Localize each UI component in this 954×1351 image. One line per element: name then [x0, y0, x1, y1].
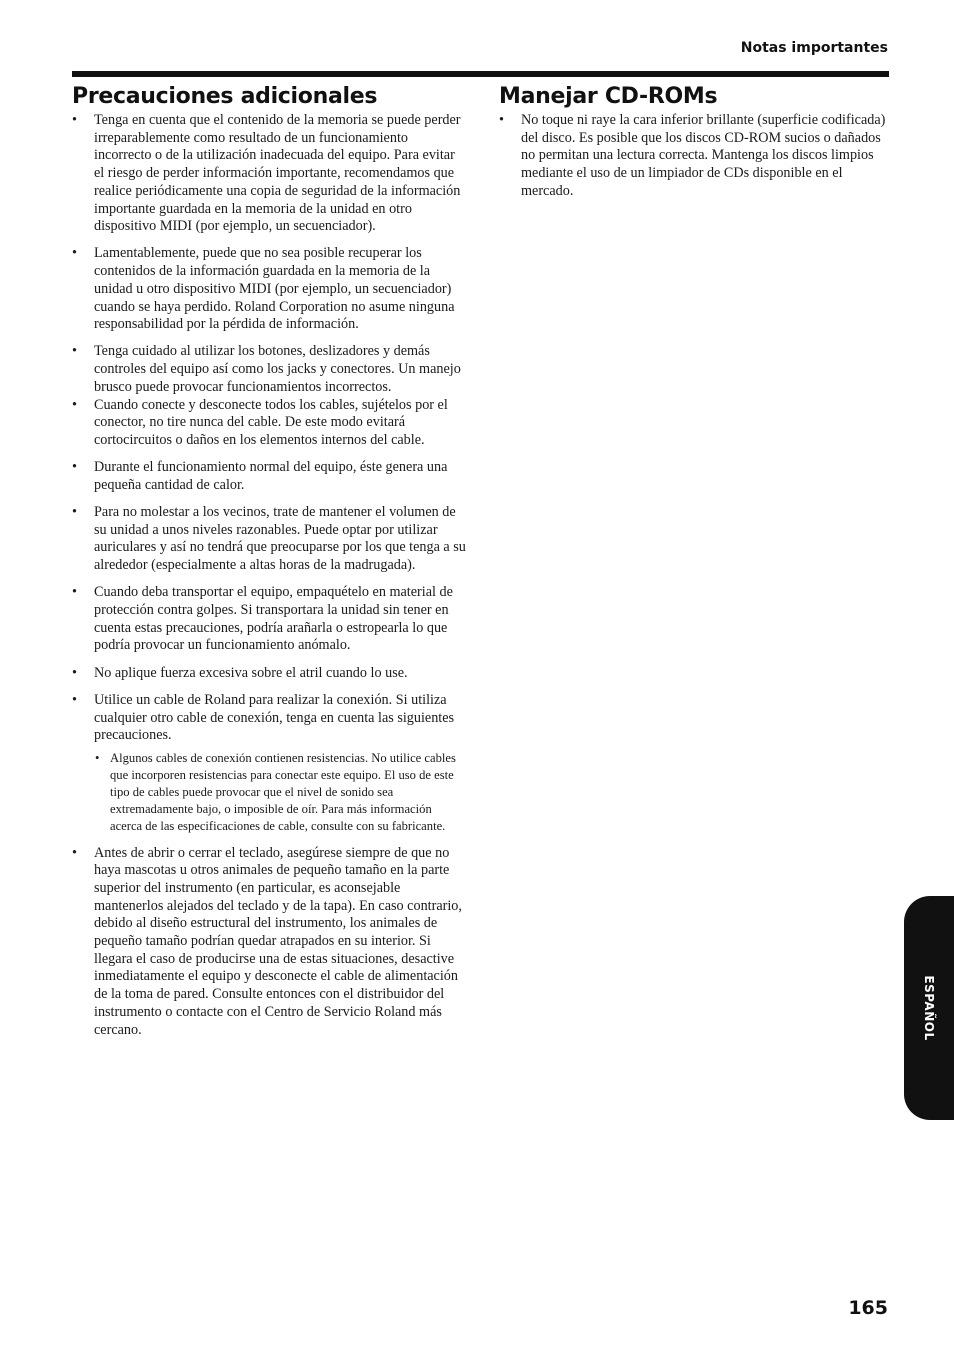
language-tab-label: ESPAÑOL [922, 975, 936, 1041]
list-item [72, 692, 466, 835]
running-header: Notas importantes [740, 40, 888, 56]
page-number: 165 [848, 1297, 888, 1319]
sub-list [94, 750, 466, 835]
precautions-list [72, 112, 466, 1039]
left-column [72, 84, 466, 1049]
cdrom-list [499, 112, 891, 201]
list-item: • Lamentablemente, puede que no sea posible recuperar los contenidos de la información guardada en la memoria de la unidad u otro dispositivo MIDI (por ejemplo, un secuenciador) cuando se haya perdido. Roland Corporation no asume ninguna responsabilidad por la pérdida de información. [72, 245, 466, 334]
list-item: • No aplique fuerza excesiva sobre el atril cuando lo use. [72, 665, 466, 683]
list-item: • Durante el funcionamiento normal del equipo, éste genera una pequeña cantidad de calor. [72, 459, 466, 494]
sub-list-item: • Algunos cables de conexión contienen resistencias. No utilice cables que incorporen resistencias para conectar este equipo. El uso de este tipo de cables puede provocar que el nivel de sonido sea extremadamente bajo, o imposible de oír. Para más información acerca de las especificaciones de cable, consulte con su fabricante. [94, 750, 466, 835]
list-item: • Antes de abrir o cerrar el teclado, asegúrese siempre de que no haya mascotas u otros animales de pequeño tamaño en la parte superior del instrumento (en particular, es aconsejable mantenerlos alejados del teclado y de la tapa). En caso contrario, debido al diseño estructural del instrumento, los animales de pequeño tamaño podrían quedar atrapados en su interior. Si llegara el caso de producirse una de estas situaciones, desactive inmediatamente el equipo y desconecte el cable de alimentación de la toma de pared. Consulte entonces con el distribuidor del instrumento o contacte con el Centro de Servicio Roland más cercano. [72, 845, 466, 1040]
list-item-text: Utilice un cable de Roland para realizar la conexión. Si utiliza cualquier otro cable de conexión, tenga en cuenta las siguientes precauciones. [94, 691, 455, 744]
list-item: • Para no molestar a los vecinos, trate de mantener el volumen de su unidad a unos niveles razonables. Puede optar por utilizar auriculares y así no tendrá que preocuparse por los que tenga a su alrededor (especialmente a altas horas de la madrugada). [72, 504, 466, 575]
list-item: • Cuando deba transportar el equipo, empaquételo en material de protección contra golpes. Si transportara la unidad sin tener en cuenta estas precauciones, podría arañarla o estropearla lo que podría provocar un funcionamiento anómalo. [72, 584, 466, 655]
right-column [499, 84, 891, 210]
section-heading-cdroms: Manejar CD-ROMs [499, 84, 718, 109]
list-item: • Tenga en cuenta que el contenido de la memoria se puede perder irreparablemente como resultado de un funcionamiento incorrecto o de la utilización inadecuada del equipo. Para evitar el riesgo de perder información importante, recomendamos que realice periódicamente una copia de seguridad de la información importante guardada en la memoria de la unidad en otro dispositivo MIDI (por ejemplo, un secuenciador). [72, 112, 466, 236]
list-item: • Tenga cuidado al utilizar los botones, deslizadores y demás controles del equipo así como los jacks y conectores. Un manejo brusco puede provocar funcionamientos incorrectos. [72, 343, 466, 396]
list-item: • Cuando conecte y desconecte todos los cables, sujételos por el conector, no tire nunca del cable. De este modo evitará cortocircuitos o daños en los elementos internos del cable. [72, 397, 466, 450]
list-item: • No toque ni raye la cara inferior brillante (superficie codificada) del disco. Es posible que los discos CD-ROM sucios o dañados no permitan una lectura correcta. Mantenga los discos limpios mediante el uso de un limpiador de CDs disponible en el mercado. [499, 112, 891, 201]
language-tab [904, 896, 954, 1120]
header-rule [72, 71, 889, 77]
section-heading-precauciones: Precauciones adicionales [72, 84, 378, 109]
